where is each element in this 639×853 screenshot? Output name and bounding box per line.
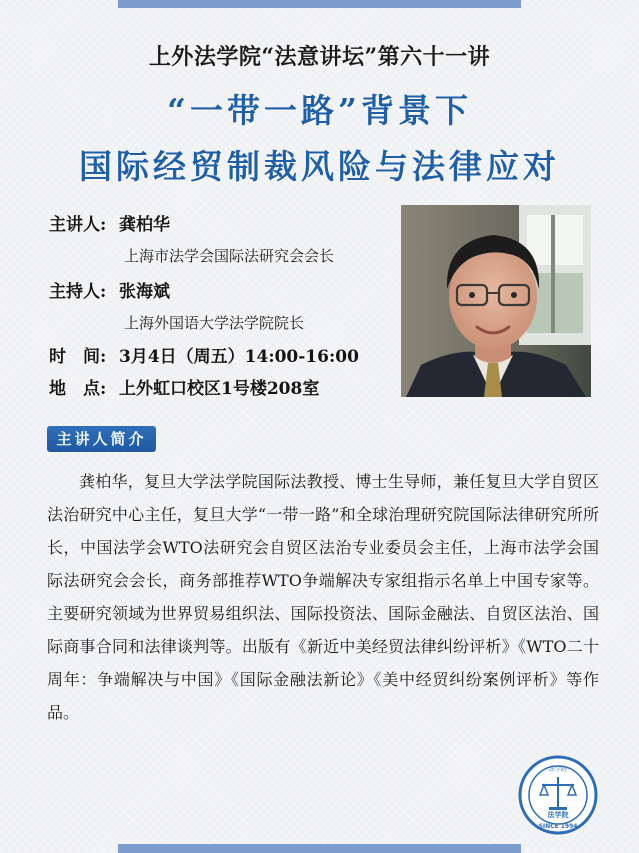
speaker-name: 龚柏华 bbox=[119, 215, 170, 235]
speaker-bio-paragraph: 龚柏华，复旦大学法学院国际法教授、博士生导师，兼任复旦大学自贸区法治研究中心主任，复旦大学“一带一路”和全球治理研究院国际法律研究所所长，中国法学会WTO法研究会自贸区法治专业委员会主任，上海市法学会国际法研究会会长，商务部推荐WTO争端解决专家组指示名单上中国专家等。主要研究领域为世界贸易组织法、国际投资法、国际金融法、自贸区法治、国际商事合同和法律谈判等。出版有《新近中美经贸法律纠纷评析》《WTO二十周年：争端解决与中国》《国际金融法新论》《美中经贸纠纷案例评析》等作品。 bbox=[47, 472, 599, 722]
headline-line-1: “一带一路”背景下 bbox=[167, 91, 472, 130]
location-value: 上外虹口校区1号楼208室 bbox=[119, 379, 320, 399]
location-row bbox=[49, 374, 319, 399]
host-label: 主持人: bbox=[49, 282, 107, 302]
law-school-seal-logo bbox=[518, 755, 598, 835]
top-accent-bar bbox=[118, 0, 521, 8]
lecture-series-title: 上外法学院“法意讲坛”第六十一讲 bbox=[148, 44, 491, 70]
host-name: 张海斌 bbox=[119, 282, 170, 302]
host-row bbox=[49, 277, 170, 302]
time-label: 时 间: bbox=[49, 347, 107, 367]
headline-line-2: 国际经贸制裁风险与法律应对 bbox=[79, 147, 560, 186]
host-title: 上海外国语大学法学院院长 bbox=[124, 314, 305, 332]
speaker-intro-heading: 主讲人简介 bbox=[47, 426, 156, 452]
svg-text:法学院: 法学院 bbox=[547, 811, 569, 819]
svg-text:法学院: 法学院 bbox=[548, 766, 568, 773]
speaker-label: 主讲人: bbox=[49, 215, 107, 235]
bottom-accent-bar bbox=[118, 844, 521, 853]
speaker-portrait-photo bbox=[401, 205, 591, 397]
speaker-title: 上海市法学会国际法研究会会长 bbox=[124, 247, 335, 265]
speaker-row bbox=[49, 210, 170, 235]
location-label: 地 点: bbox=[49, 379, 107, 399]
time-value: 3月4日（周五）14:00-16:00 bbox=[119, 347, 359, 367]
svg-text:SINCE 1994: SINCE 1994 bbox=[538, 823, 578, 830]
time-row bbox=[49, 342, 359, 367]
